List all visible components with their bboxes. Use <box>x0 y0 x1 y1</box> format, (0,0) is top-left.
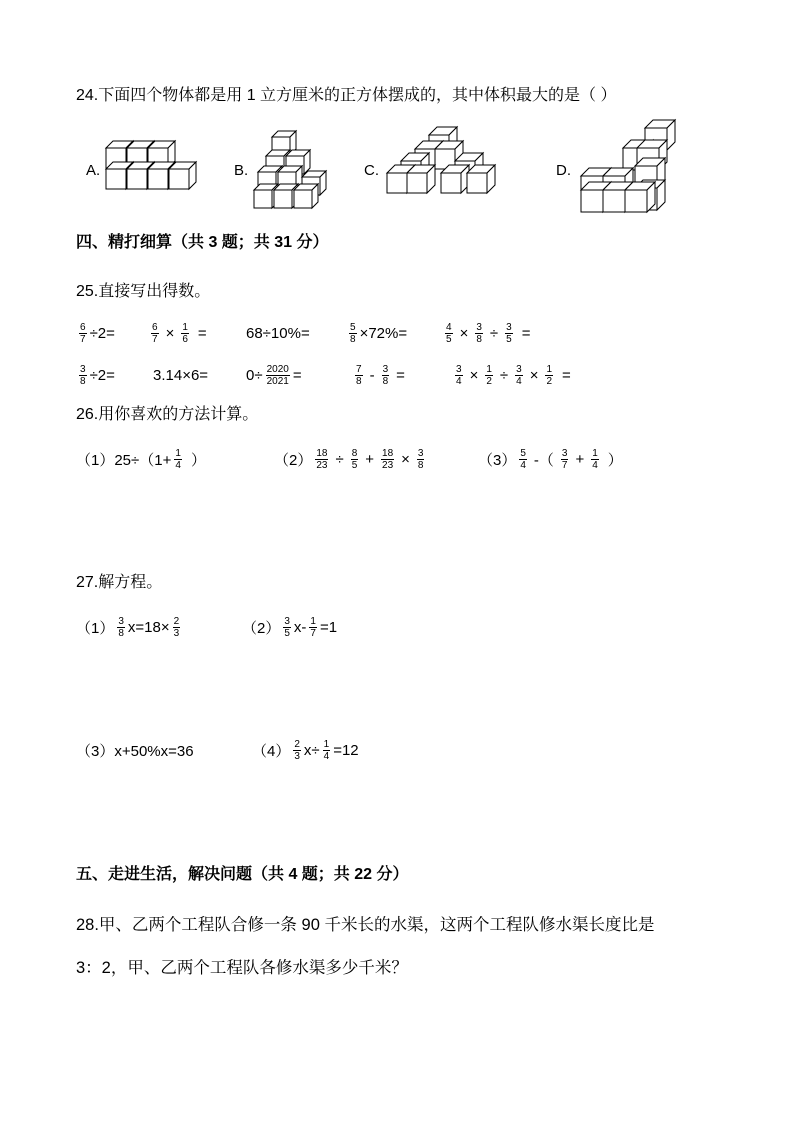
figure-c-cubes <box>385 125 510 215</box>
calc-r2-b: 3.14×6= <box>153 366 209 384</box>
calc-r1-c: 68÷10%= <box>246 324 310 342</box>
question-24-text: 24.下面四个物体都是用 1 立方厘米的正方体摆成的，其中体积最大的是（ ） <box>76 87 617 104</box>
calc-r1-b: $\frac{6}{7}$ × $\frac{1}{6}$ = <box>152 321 207 345</box>
question-25-text: 25.直接写出得数。 <box>76 283 211 300</box>
option-d-label: D. <box>556 162 571 179</box>
q27-part-2: （2） $\frac{3}{5}$ x- $\frac{1}{7}$ =1 <box>242 615 338 639</box>
calc-r2-a: $\frac{3}{8}$ ÷2= <box>80 363 115 387</box>
cube <box>441 165 469 193</box>
calc-r1-d: $\frac{5}{8}$ ×72%= <box>350 321 408 345</box>
cube <box>407 165 435 193</box>
figure-a-cubes <box>100 135 210 205</box>
cube <box>625 182 655 212</box>
q26-part-2: （2） $\frac{18}{23}$ ÷ $\frac{8}{5}$ + $\frac{18}{23}$ × $\frac{3}{8}$ <box>274 447 424 471</box>
calc-r2-c: 0÷ $\frac{2020}{2021}$ = <box>246 363 302 387</box>
question-28-line-2: 3：2，甲、乙两个工程队各修水渠多少千米？ <box>76 959 408 977</box>
calc-r2-e: $\frac{3}{4}$ × $\frac{1}{2}$ ÷ $\frac{3}{4}$ × $\frac{1}{2}$ = <box>456 363 571 387</box>
calc-r2-d: $\frac{7}{8}$ - $\frac{3}{8}$ = <box>356 363 405 387</box>
cube <box>294 184 318 208</box>
cube <box>467 165 495 193</box>
option-b-label: B. <box>234 162 249 179</box>
section-4-title: 四、精打细算（共 3 题；共 31 分） <box>76 234 329 251</box>
calc-r1-a: $\frac{6}{7}$ ÷2= <box>80 321 115 345</box>
section-5-title: 五、走进生活，解决问题（共 4 题；共 22 分） <box>76 866 409 883</box>
cube <box>169 162 196 189</box>
q27-part-4: （4） $\frac{2}{3}$ x÷ $\frac{1}{4}$ =12 <box>252 738 359 762</box>
option-a-label: A. <box>86 162 101 179</box>
figure-b-cubes <box>250 125 340 215</box>
q27-part-1: （1） $\frac{3}{8}$ x=18× $\frac{2}{3}$ <box>76 615 180 639</box>
q27-part-3: （3）x+50%x=36 <box>76 742 194 760</box>
option-c-label: C. <box>364 162 379 179</box>
question-26-text: 26.用你喜欢的方法计算。 <box>76 406 259 423</box>
question-27-text: 27.解方程。 <box>76 574 163 591</box>
fraction: $\frac{6}{7}$ <box>80 321 86 345</box>
calc-r1-e: $\frac{4}{5}$ × $\frac{3}{8}$ ÷ $\frac{3}{5}$ = <box>446 321 531 345</box>
question-28-line-1: 28.甲、乙两个工程队合修一条 90 千米长的水渠，这两个工程队修水渠长度比是 <box>76 916 655 934</box>
figure-d-cubes <box>575 118 685 218</box>
q26-part-1: （1）25÷（1+ $\frac{1}{4}$ ） <box>76 447 206 471</box>
q26-part-3: （3） $\frac{5}{4}$ -（ $\frac{3}{7}$ + $\frac{1}{4}$ ） <box>478 447 623 471</box>
